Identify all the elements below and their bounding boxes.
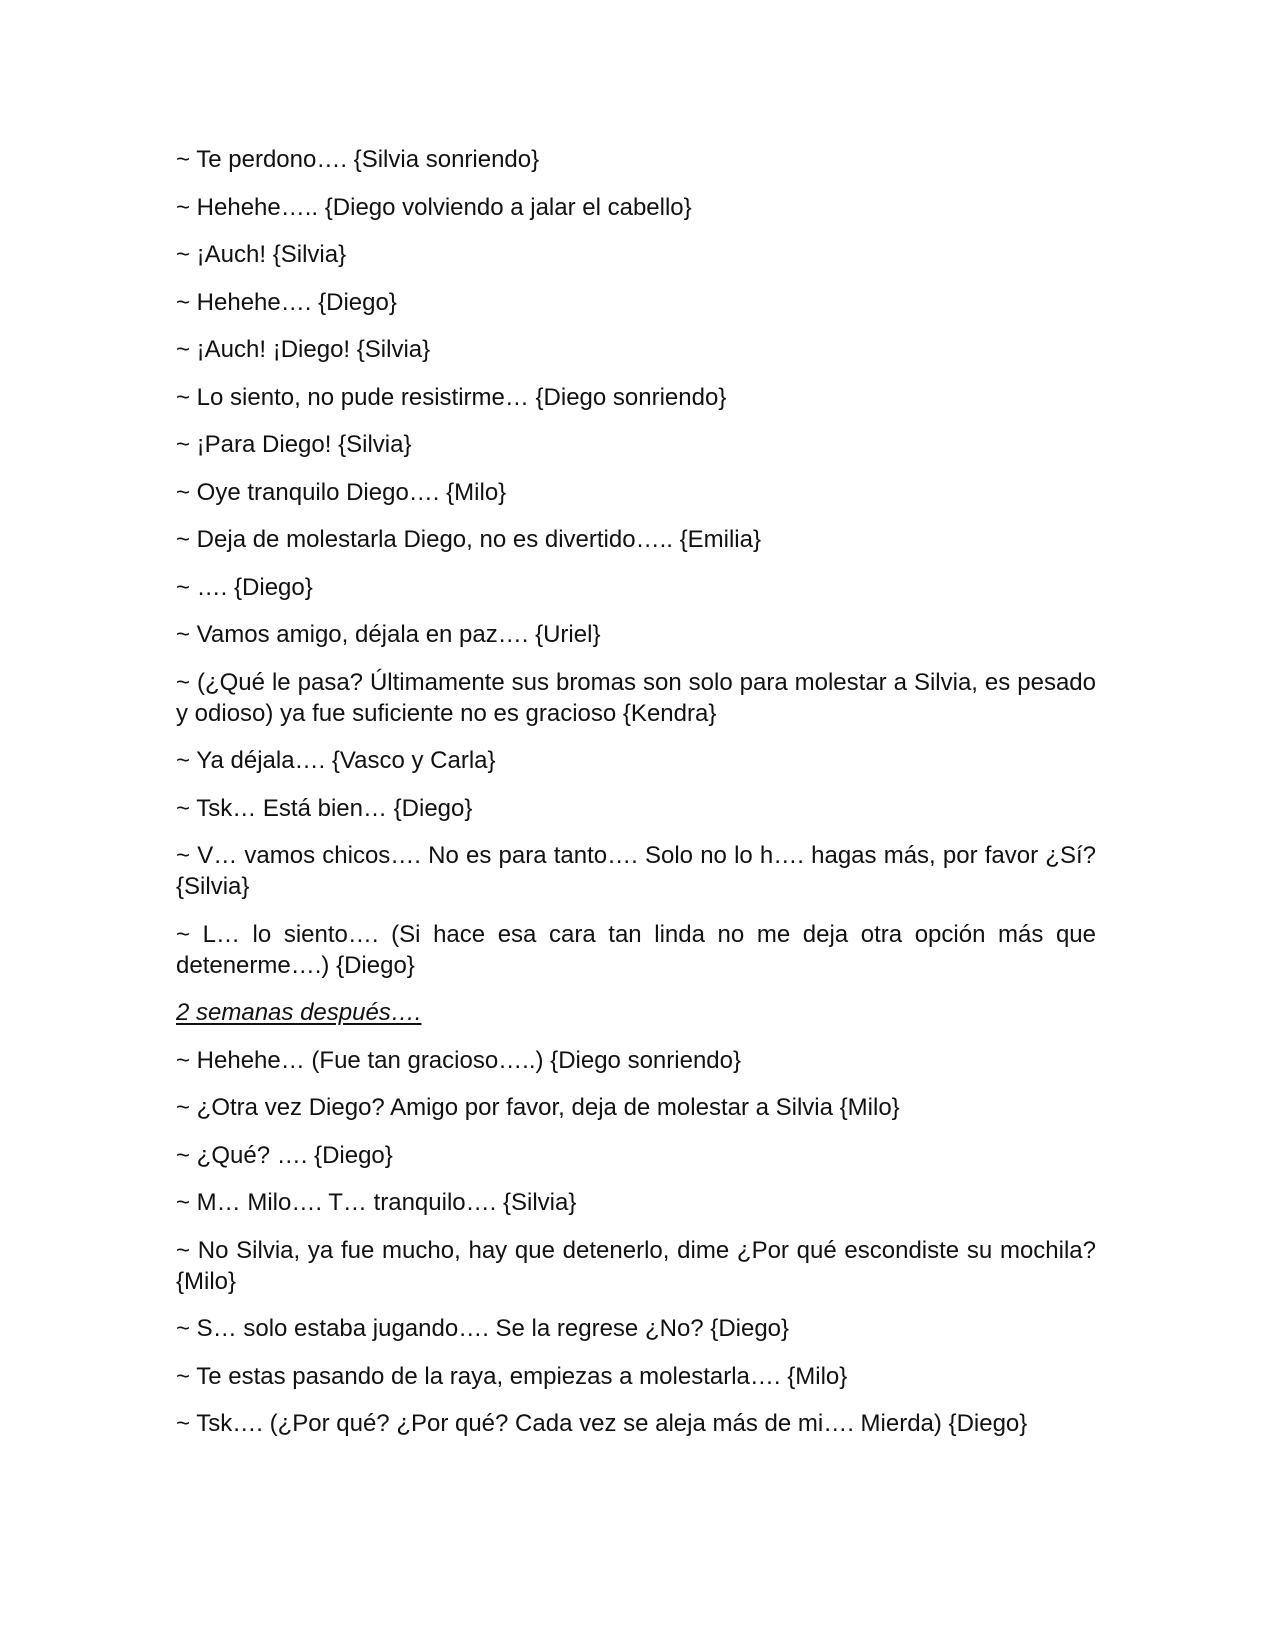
section-heading: 2 semanas después…. bbox=[176, 999, 422, 1026]
dialogue-line: ~ ¡Auch! ¡Diego! {Silvia} bbox=[176, 336, 431, 363]
document-body bbox=[176, 144, 1096, 1456]
dialogue-line: ~ (¿Qué le pasa? Últimamente sus bromas son solo para molestar a Silvia, es pesado y odioso) ya fue suficiente no es gracioso {Kendra} bbox=[176, 668, 1096, 727]
dialogue-line: ~ Tsk… Está bien… {Diego} bbox=[176, 794, 473, 822]
dialogue-line: ~ Oye tranquilo Diego…. {Milo} bbox=[176, 478, 507, 506]
dialogue-line: ~ S… solo estaba jugando…. Se la regrese ¿No? {Diego} bbox=[176, 1315, 790, 1342]
dialogue-line: ~ Hehehe….. {Diego volviendo a jalar el cabello} bbox=[176, 193, 692, 221]
dialogue-line: ~ ¿Qué? …. {Diego} bbox=[176, 1141, 393, 1169]
dialogue-line: ~ Ya déjala…. {Vasco y Carla} bbox=[176, 747, 496, 774]
dialogue-line: ~ Te perdono…. {Silvia sonriendo} bbox=[176, 146, 540, 173]
dialogue-line: ~ Hehehe…. {Diego} bbox=[176, 288, 397, 316]
dialogue-line: ~ M… Milo…. T… tranquilo…. {Silvia} bbox=[176, 1189, 577, 1216]
dialogue-line: ~ Lo siento, no pude resistirme… {Diego sonriendo} bbox=[176, 383, 727, 411]
dialogue-line: ~ …. {Diego} bbox=[176, 573, 313, 601]
dialogue-line: ~ Hehehe… (Fue tan gracioso…..) {Diego sonriendo} bbox=[176, 1046, 741, 1074]
dialogue-line: ~ L… lo siento…. (Si hace esa cara tan linda no me deja otra opción más que detenerme….) {Diego} bbox=[176, 920, 1096, 979]
dialogue-line: ~ ¡Para Diego! {Silvia} bbox=[176, 431, 412, 458]
dialogue-line: ~ No Silvia, ya fue mucho, hay que detenerlo, dime ¿Por qué escondiste su mochila? {Milo} bbox=[176, 1236, 1096, 1295]
dialogue-line: ~ V… vamos chicos…. No es para tanto…. Solo no lo h…. hagas más, por favor ¿Sí? {Silvia} bbox=[176, 842, 1096, 900]
dialogue-line: ~ ¡Auch! {Silvia} bbox=[176, 241, 347, 268]
dialogue-line: ~ Te estas pasando de la raya, empiezas a molestarla…. {Milo} bbox=[176, 1362, 848, 1390]
dialogue-line: ~ Deja de molestarla Diego, no es divertido….. {Emilia} bbox=[176, 526, 761, 553]
dialogue-line: ~ Vamos amigo, déjala en paz…. {Uriel} bbox=[176, 621, 601, 648]
dialogue-line: ~ Tsk…. (¿Por qué? ¿Por qué? Cada vez se aleja más de mi…. Mierda) {Diego} bbox=[176, 1410, 1028, 1437]
dialogue-line: ~ ¿Otra vez Diego? Amigo por favor, deja de molestar a Silvia {Milo} bbox=[176, 1094, 900, 1121]
